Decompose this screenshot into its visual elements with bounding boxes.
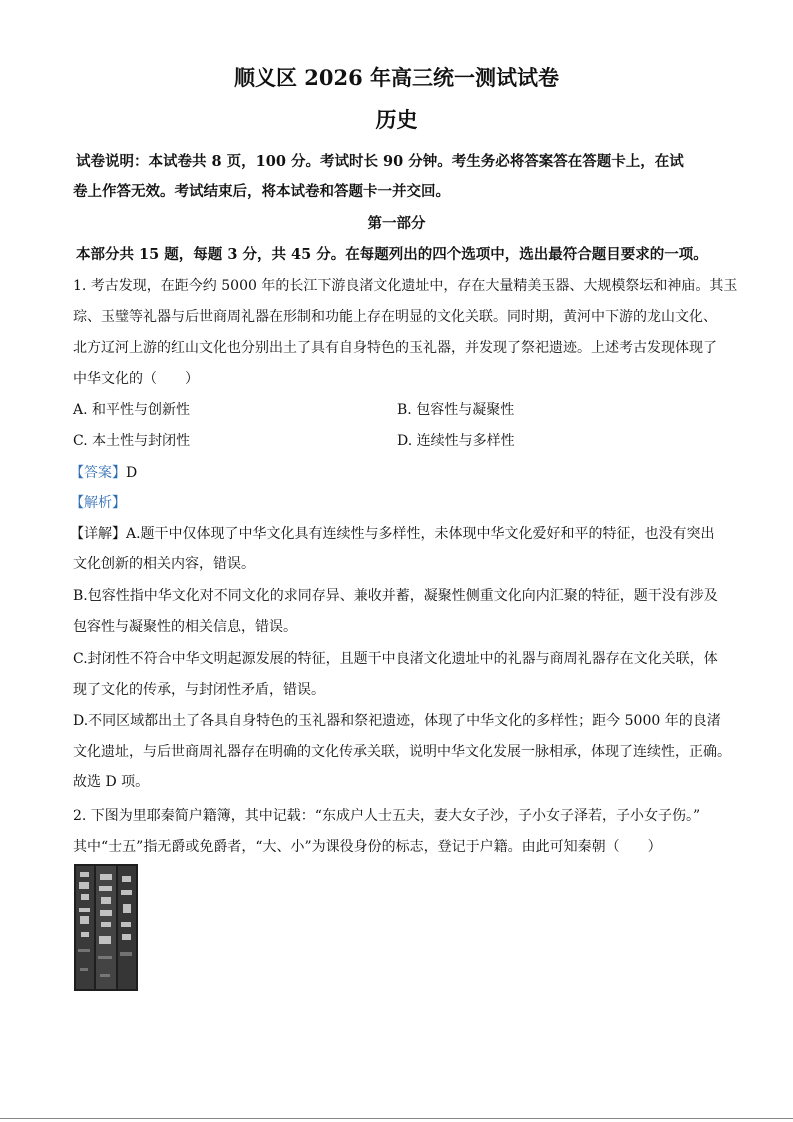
q1-option-c: C. 本土性与封闭性 xyxy=(73,433,191,449)
exam-title: 顺义区 2026 年高三统一测试试卷 xyxy=(233,65,560,90)
instructions-line-1: 试卷说明：本试卷共 8 页，100 分。考试时长 90 分钟。考生务必将答案答在答题卡上，在试 xyxy=(76,153,684,170)
q1-option-d: D. 连续性与多样性 xyxy=(397,433,515,449)
q1-detail-line-9: 故选 D 项。 xyxy=(73,774,150,790)
bamboo-slip-photo-icon xyxy=(74,864,138,991)
q1-stem-line-2: 琮、玉璧等礼器与后世商周礼器在形制和功能上存在明显的文化关联。同时期，黄河中下游的龙山文化、 xyxy=(73,309,717,325)
q2-stem-line-1: 2. 下图为里耶秦简户籍簿，其中记载：“东成户人士五夫，妻大女子沙，子小女子泽若，子小女子伤。” xyxy=(73,808,701,824)
page-bottom-rule xyxy=(0,1118,793,1119)
part-title: 第一部分 xyxy=(367,215,426,232)
q1-option-b: B. 包容性与凝聚性 xyxy=(397,402,515,418)
q1-detail-line-3: B.包容性指中华文化对不同文化的求同存异、兼收并蓄，凝聚性侧重文化向内汇聚的特征，题干没有涉及 xyxy=(73,588,718,604)
q1-detail-line-8: 文化遗址，与后世商周礼器存在明确的文化传承关联，说明中华文化发展一脉相承，体现了连续性，正确。 xyxy=(73,744,731,760)
part-description: 本部分共 15 题，每题 3 分，共 45 分。在每题列出的四个选项中，选出最符合题目要求的一项。 xyxy=(76,246,708,263)
q1-detail-line-1 xyxy=(70,523,715,543)
q1-detail-line-2: 文化创新的相关内容，错误。 xyxy=(73,556,255,572)
q1-stem-line-3: 北方辽河上游的红山文化也分别出土了具有自身特色的玉礼器，并发现了祭祀遗迹。上述考古发现体现了 xyxy=(73,340,717,356)
q1-answer xyxy=(70,462,137,482)
detail-label: 【详解】 xyxy=(70,526,126,542)
detail-text-1: A.题干中仅体现了中华文化具有连续性与多样性，未体现中华文化爱好和平的特征，也没有突出 xyxy=(126,526,715,542)
q2-stem-line-2: 其中“士五”指无爵或免爵者，“大、小”为课役身份的标志，登记于户籍。由此可知秦朝（ ） xyxy=(73,839,662,855)
q1-option-a: A. 和平性与创新性 xyxy=(73,402,191,418)
answer-value: D xyxy=(126,465,138,481)
q1-detail-line-7: D.不同区域都出土了各具自身特色的玉礼器和祭祀遗迹，体现了中华文化的多样性；距今 5000 年的良渚 xyxy=(73,713,721,729)
q1-stem-line-1: 1. 考古发现，在距今约 5000 年的长江下游良渚文化遗址中，存在大量精美玉器、大规模祭坛和神庙。其玉 xyxy=(73,278,738,294)
analysis-label: 【解析】 xyxy=(70,495,126,511)
q1-stem-line-4: 中华文化的（ ） xyxy=(73,371,199,387)
q1-detail-line-6: 现了文化的传承，与封闭性矛盾，错误。 xyxy=(73,682,325,698)
q1-detail-line-4: 包容性与凝聚性的相关信息，错误。 xyxy=(73,619,297,635)
instructions-line-2: 卷上作答无效。考试结束后，将本试卷和答题卡一并交回。 xyxy=(73,183,450,200)
q1-detail-line-5: C.封闭性不符合中华文明起源发展的特征，且题干中良渚文化遗址中的礼器与商周礼器存在文化关联，体 xyxy=(73,651,718,667)
answer-label: 【答案】 xyxy=(70,465,126,481)
subject-title: 历史 xyxy=(375,107,418,132)
